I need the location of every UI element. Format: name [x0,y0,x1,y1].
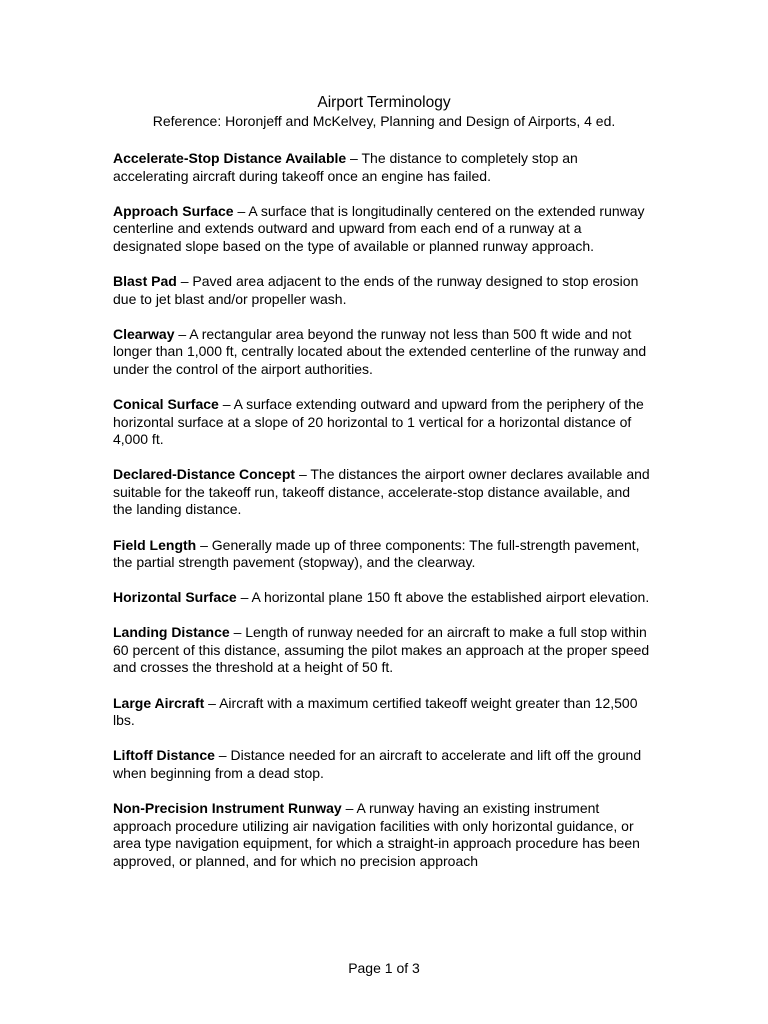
glossary-entry [113,203,653,256]
glossary-term: Blast Pad [113,272,177,289]
term-separator: – [196,536,212,553]
term-separator: – [218,395,234,412]
glossary-entry [113,537,653,572]
glossary-term: Large Aircraft [113,694,205,711]
glossary-term: Landing Distance [113,624,230,641]
document-reference: Reference: Horonjeff and McKelvey, Planning and Design of Airports, 4 ed. [152,113,616,129]
glossary-definition: A horizontal plane 150 ft above the established airport elevation. [251,589,650,606]
term-separator: – [236,589,252,606]
document-title: Airport Terminology [317,94,451,111]
glossary-term: Horizontal Surface [113,589,237,606]
glossary-entry [113,396,653,449]
term-separator: – [233,202,249,219]
term-separator: – [214,747,231,764]
glossary-entry [113,624,653,677]
glossary-term: Clearway [113,325,175,342]
glossary-entry [113,150,653,185]
glossary-definition: Distance needed for an aircraft to accelerate and lift off the ground when beginning from a dead stop. [113,747,642,781]
glossary-term: Accelerate-Stop Distance Available [113,150,347,166]
glossary-definition: Length of runway needed for an aircraft to make a full stop within 60 percent of this distance, assuming the pilot makes an approach at the proper speed and crosses the threshold at a height of 50 ft. [113,624,650,676]
glossary-definition: The distance to completely stop an accelerating aircraft during takeoff once an engine has failed. [113,150,578,184]
glossary-entry [113,466,653,519]
term-separator: – [295,466,311,483]
glossary-term: Field Length [113,536,197,553]
glossary-entry [113,589,653,607]
glossary-term: Non-Precision Instrument Runway [113,799,342,816]
glossary-definition: Paved area adjacent to the ends of the runway designed to stop erosion due to jet blast and/or propeller wash. [113,272,639,307]
glossary-definition: Generally made up of three components: The full-strength pavement, the partial strength pavement (stopway), and the clearway. [113,536,640,571]
glossary-entry [113,273,653,308]
term-separator: – [174,325,190,342]
term-separator: – [229,624,246,641]
term-separator: – [204,694,220,711]
glossary-term: Declared-Distance Concept [113,466,296,483]
glossary-definition: Aircraft with a maximum certified takeoff weight greater than 12,500 lbs. [113,694,638,729]
glossary-definition: A runway having an existing instrument approach procedure utilizing air navigation facilities with only horizontal guidance, or area type navigation equipment, for which a straight-in approach procedure has been approved, or planned, and for which no precision approach [113,799,640,869]
glossary-entry [113,326,653,379]
glossary-definition: The distances the airport owner declares available and suitable for the takeoff run, takeoff distance, accelerate-stop distance available, and the landing distance. [113,466,650,518]
term-separator: – [341,799,357,816]
glossary-entry [113,800,653,870]
glossary-term: Conical Surface [113,395,219,412]
glossary-definition: A rectangular area beyond the runway not less than 500 ft wide and not longer than 1,000 ft, centrally located about the extended centerline of the runway and under the control of the airport authorities. [113,325,647,377]
glossary-entry [113,695,653,730]
glossary-term: Liftoff Distance [113,747,215,764]
glossary-list [113,150,653,888]
glossary-term: Approach Surface [113,202,234,219]
term-separator: – [176,272,193,289]
glossary-definition: A surface extending outward and upward from the periphery of the horizontal surface at a slope of 20 horizontal to 1 vertical for a horizontal distance of 4,000 ft. [113,395,644,448]
glossary-definition: A surface that is longitudinally centered on the extended runway centerline and extends outward and upward from each end of a runway at a designated slope based on the type of available or planned runway approach. [113,202,645,254]
term-separator: – [346,150,362,166]
glossary-entry [113,747,653,782]
page-number: Page 1 of 3 [348,960,420,976]
